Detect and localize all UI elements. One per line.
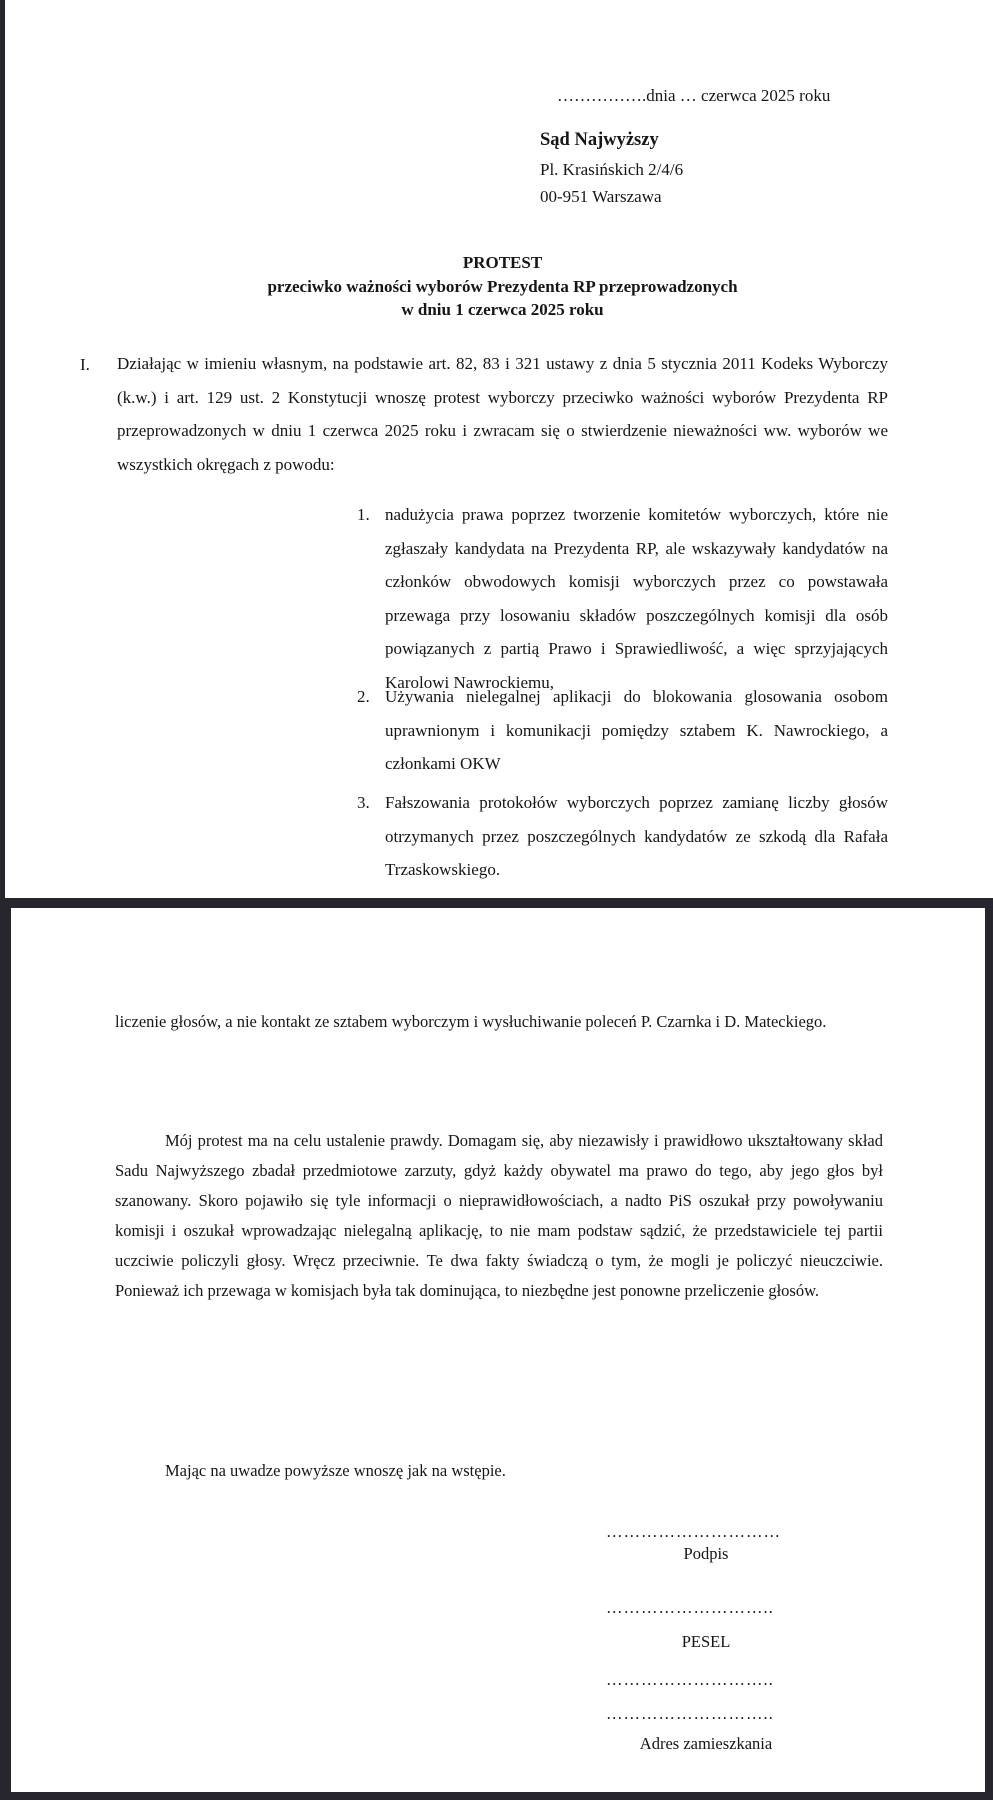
page-2 xyxy=(11,908,985,1792)
address-label: Adres zamieszkania xyxy=(639,1734,773,1753)
list-item xyxy=(357,680,888,781)
pesel-dots-line: ……………………….. xyxy=(606,1598,774,1617)
section-marker: I. xyxy=(80,355,90,374)
date-line: …………….dnia … czerwca 2025 roku xyxy=(557,86,831,105)
signature-label-podpis: Podpis xyxy=(683,1544,729,1563)
list-item-number: 1. xyxy=(357,505,370,524)
recipient-address-line2: 00-951 Warszawa xyxy=(540,187,662,206)
title-line-3: w dniu 1 czerwca 2025 roku xyxy=(401,300,604,319)
address-dots-line-2: ……………………….. xyxy=(606,1704,774,1723)
recipient-name: Sąd Najwyższy xyxy=(540,130,659,150)
document-title xyxy=(117,251,888,322)
list-item xyxy=(357,498,888,699)
list-item-text: nadużycia prawa poprzez tworzenie komitetów wyborczych, które nie zgłaszały kandydata na Prezydenta RP, ale wskazywały kandydatów na członków obwodowych komisji wyborczych przez co powstawała przewaga przy losowaniu składów poszczególnych komisji dla osób powiązanych z partią Prawo i Sprawiedliwość, a więc sprzyjających Karolowi Nawrockiemu, xyxy=(385,505,888,692)
continued-paragraph: liczenie głosów, a nie kontakt ze sztabem wyborczym i wysłuchiwanie poleceń P. Czarnka i D. Mateckiego. xyxy=(115,1012,827,1031)
pesel-label: PESEL xyxy=(681,1632,731,1651)
list-item-number: 2. xyxy=(357,687,370,706)
body-paragraph: Mój protest ma na celu ustalenie prawdy. Domagam się, aby niezawisły i prawidłowo ukształtowany skład Sadu Najwyższego zbadał przedmiotowe zarzuty, gdyż każdy obywatel ma prawo do tego, aby jego głos był szanowany. Skoro pojawiło się tyle informacji o nieprawidłowościach, a nadto PiS oszukał przy powoływaniu komisji i oszukał wprowadzając nielegalną aplikację, to nie mam podstaw sądzić, że przedstawiciele tej partii uczciwie policzyli głosy. Wręcz przeciwnie. Te dwa fakty świadczą o tym, że mogli je policzyć nieuczciwie. Ponieważ ich przewaga w komisjach była tak dominująca, to niezbędne jest ponowne przeliczenie głosów. xyxy=(115,1131,883,1300)
closing-line: Mając na uwadze powyższe wnoszę jak na wstępie. xyxy=(165,1461,506,1480)
title-line-2: przeciwko ważności wyborów Prezydenta RP przeprowadzonych xyxy=(267,276,738,296)
page-1 xyxy=(0,0,993,898)
recipient-address-line1: Pl. Krasińskich 2/4/6 xyxy=(540,160,684,179)
list-item-text: Fałszowania protokołów wyborczych poprzez zamianę liczby głosów otrzymanych przez poszczególnych kandydatów ze szkodą dla Rafała Trzaskowskiego. xyxy=(385,793,888,879)
address-dots-line-1: ……………………….. xyxy=(606,1670,774,1689)
list-item xyxy=(357,786,888,887)
title-line-1: PROTEST xyxy=(462,253,543,272)
list-item-number: 3. xyxy=(357,793,370,812)
list-item-text: Używania nielegalnej aplikacji do blokowania glosowania osobom uprawnionym i komunikacji pomiędzy sztabem K. Nawrockiego, a członkami OKW xyxy=(385,687,888,773)
page-2-frame xyxy=(0,898,993,1800)
signature-dots-line: ………………………… xyxy=(606,1522,781,1541)
intro-paragraph: Działając w imieniu własnym, na podstawie art. 82, 83 i 321 ustawy z dnia 5 stycznia 2011 Kodeks Wyborczy (k.w.) i art. 129 ust. 2 Konstytucji wnoszę protest wyborczy przeciwko ważności wyborów Prezydenta RP przeprowadzonych w dniu 1 czerwca 2025 roku i zwracam się o stwierdzenie nieważności ww. wyborów we wszystkich okręgach z powodu: xyxy=(117,354,888,474)
